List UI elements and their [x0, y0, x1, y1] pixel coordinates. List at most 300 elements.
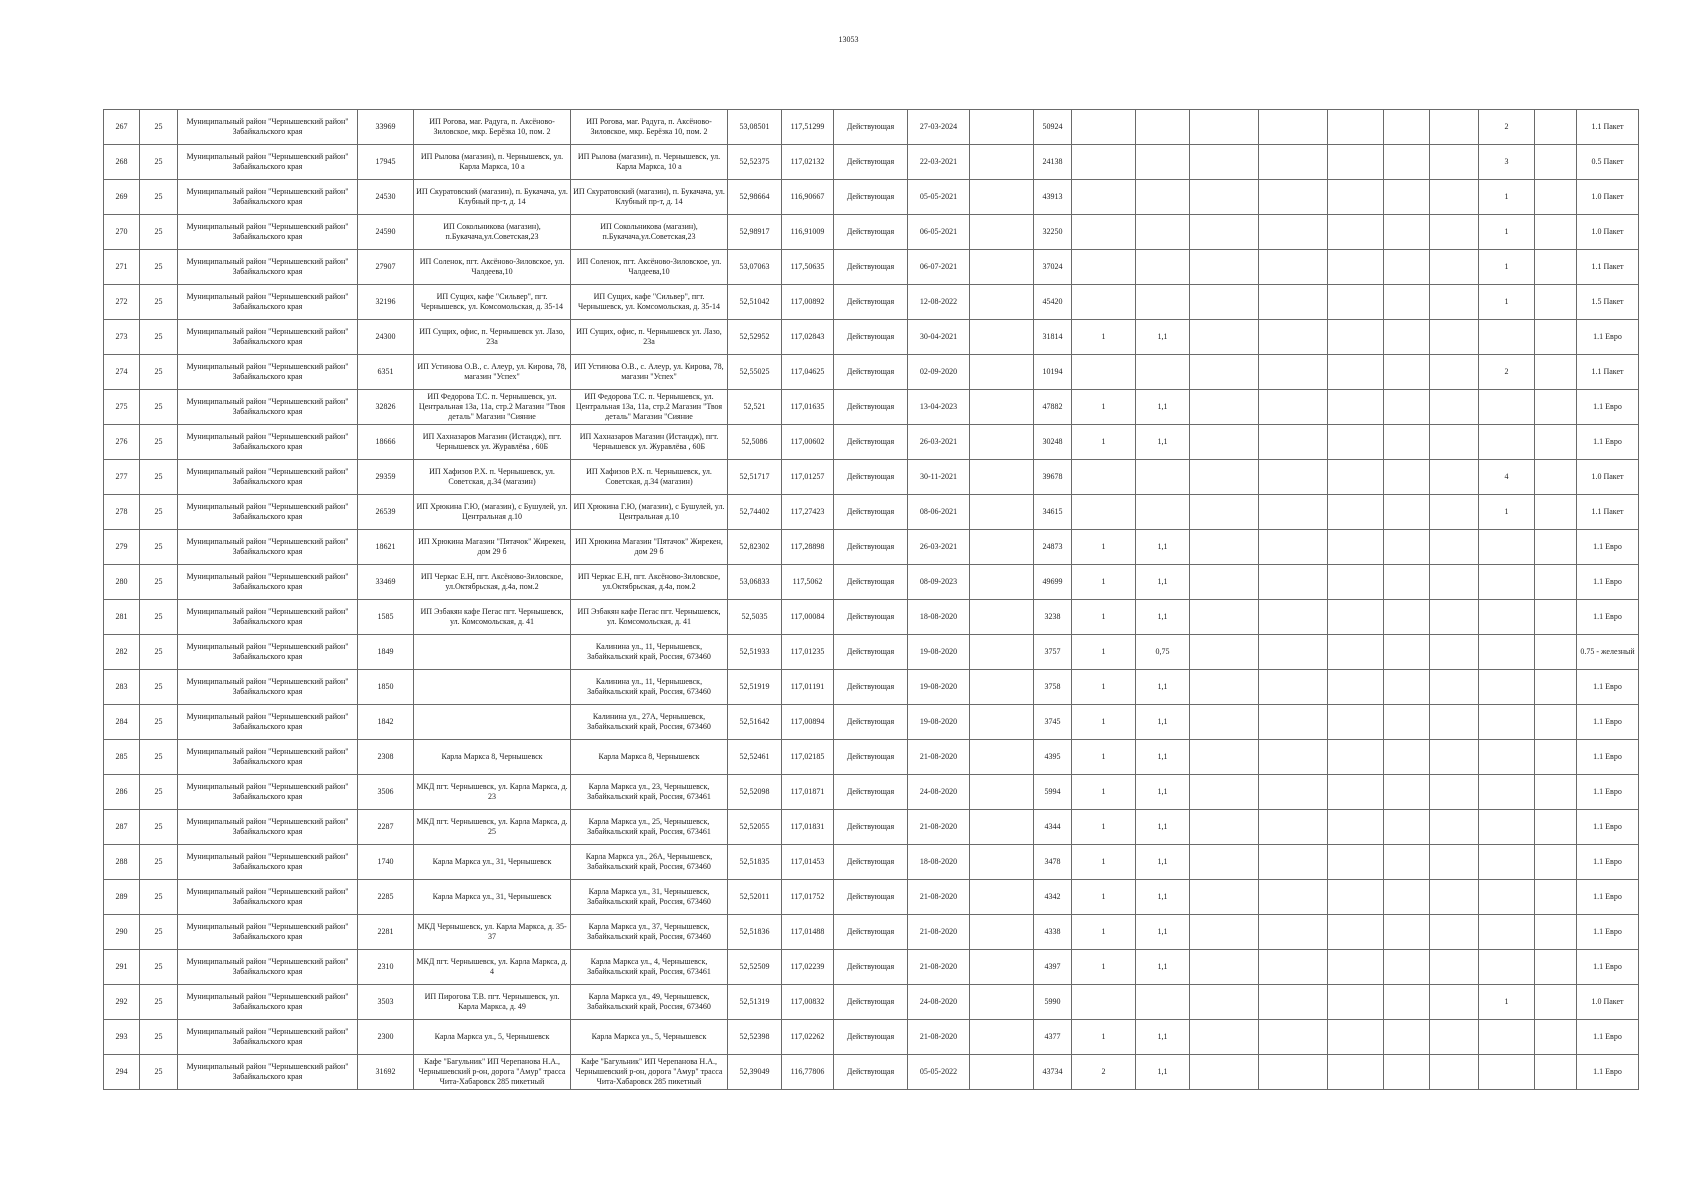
table-cell: [1072, 1055, 1136, 1090]
table-cell: [1034, 670, 1072, 705]
cell-text: 1,1: [1157, 542, 1168, 551]
cell-text: 25: [154, 1032, 163, 1041]
table-cell: [1479, 775, 1535, 810]
cell-text: 280: [115, 577, 128, 586]
table-cell: [1072, 110, 1136, 145]
cell-text: 52,51835: [739, 857, 770, 866]
cell-text: 1: [1504, 227, 1509, 236]
table-cell: [728, 600, 782, 635]
table-cell: [358, 495, 414, 530]
cell-text: Кафе "Багульник" ИП Черепанова Н.А., Чернышевский р-он, дорога "Амур" трасса Чита-Хабаровск 285 пикетный: [575, 1057, 723, 1086]
table-cell: [782, 985, 834, 1020]
table-cell: [358, 460, 414, 495]
cell-text: 2285: [377, 892, 394, 901]
cell-text: 47882: [1042, 402, 1063, 411]
table-cell: [1190, 355, 1259, 390]
table-cell: [1259, 460, 1328, 495]
table-cell: [571, 880, 728, 915]
cell-text: 25: [154, 822, 163, 831]
table-cell: [728, 880, 782, 915]
table-cell: [1535, 180, 1577, 215]
table-cell: [571, 1055, 728, 1090]
cell-text: 52,98664: [739, 192, 770, 201]
table-cell: [908, 635, 970, 670]
cell-text: 1.1 Евро: [1593, 927, 1622, 936]
table-cell: [1072, 810, 1136, 845]
table-cell: [358, 285, 414, 320]
table-cell: [908, 110, 970, 145]
table-cell: [414, 775, 571, 810]
table-cell: [1190, 565, 1259, 600]
table-cell: [414, 285, 571, 320]
table-cell: [1259, 110, 1328, 145]
cell-text: 05-05-2021: [919, 192, 958, 201]
table-cell: [1034, 215, 1072, 250]
cell-text: Карла Маркса ул., 4, Чернышевск, Забайкальский край, Россия, 673461: [587, 957, 711, 976]
cell-text: 1,1: [1157, 1032, 1168, 1041]
table-cell: [358, 705, 414, 740]
cell-text: 1,1: [1157, 822, 1168, 831]
table-cell: [104, 390, 140, 425]
table-row: [104, 250, 1639, 285]
cell-text: 52,39049: [739, 1067, 770, 1076]
table-cell: [970, 110, 1034, 145]
table-cell: [782, 215, 834, 250]
table-cell: [1072, 740, 1136, 775]
table-cell: [358, 1020, 414, 1055]
cell-text: 117,51299: [790, 122, 825, 131]
table-cell: [728, 775, 782, 810]
table-cell: [1328, 670, 1384, 705]
table-cell: [1259, 145, 1328, 180]
cell-text: 4377: [1044, 1032, 1061, 1041]
table-cell: [1190, 285, 1259, 320]
table-cell: [1072, 565, 1136, 600]
table-cell: [140, 320, 178, 355]
cell-text: 24-08-2020: [919, 997, 958, 1006]
table-cell: [1430, 915, 1479, 950]
table-cell: [908, 145, 970, 180]
cell-text: 52,52952: [739, 332, 770, 341]
cell-text: 277: [115, 472, 128, 481]
cell-text: Действующая: [846, 822, 895, 831]
table-cell: [728, 285, 782, 320]
cell-text: ИП Скуратовский (магазин), п. Букачача, ул. Клубный пр-т, д. 14: [416, 187, 568, 206]
cell-text: 21-08-2020: [919, 822, 958, 831]
cell-text: 117,01453: [790, 857, 825, 866]
table-cell: [1577, 880, 1639, 915]
table-cell: [178, 250, 358, 285]
table-cell: [1479, 985, 1535, 1020]
cell-text: Действующая: [846, 997, 895, 1006]
table-cell: [782, 705, 834, 740]
table-cell: [1034, 705, 1072, 740]
cell-text: Муниципальный район "Чернышевский район" Забайкальского края: [186, 117, 349, 136]
cell-text: 1,1: [1157, 717, 1168, 726]
table-cell: [834, 845, 908, 880]
cell-text: 1: [1101, 647, 1106, 656]
table-cell: [1384, 390, 1430, 425]
cell-text: 33969: [375, 122, 396, 131]
table-cell: [970, 635, 1034, 670]
table-cell: [970, 390, 1034, 425]
table-cell: [970, 775, 1034, 810]
cell-text: 1740: [377, 857, 394, 866]
cell-text: ИП Хрюкина Магазин "Пятачок" Жирекен, дом 29 б: [418, 537, 566, 556]
cell-text: 25: [154, 892, 163, 901]
table-cell: [970, 880, 1034, 915]
table-cell: [1190, 1020, 1259, 1055]
table-cell: [104, 740, 140, 775]
table-cell: [1136, 250, 1190, 285]
table-cell: [1430, 215, 1479, 250]
table-cell: [908, 565, 970, 600]
table-cell: [1034, 1020, 1072, 1055]
table-cell: [1577, 985, 1639, 1020]
table-cell: [178, 705, 358, 740]
cell-text: 282: [115, 647, 128, 656]
cell-text: Действующая: [846, 542, 895, 551]
table-cell: [1577, 250, 1639, 285]
cell-text: 24530: [375, 192, 396, 201]
cell-text: 117,02262: [790, 1032, 825, 1041]
table-cell: [178, 915, 358, 950]
table-cell: [1136, 775, 1190, 810]
cell-text: ИП Сущих, кафе "Сильвер", пгт. Чернышевск, ул. Комсомольская, д. 35-14: [577, 292, 721, 311]
table-cell: [1384, 285, 1430, 320]
table-cell: [970, 145, 1034, 180]
table-cell: [1072, 950, 1136, 985]
table-cell: [414, 320, 571, 355]
cell-text: 2300: [377, 1032, 394, 1041]
table-cell: [1259, 355, 1328, 390]
table-row: [104, 390, 1639, 425]
table-cell: [140, 110, 178, 145]
cell-text: 1: [1101, 1032, 1106, 1041]
cell-text: 26539: [375, 507, 396, 516]
cell-text: 49699: [1042, 577, 1063, 586]
cell-text: 274: [115, 367, 128, 376]
table-cell: [571, 180, 728, 215]
cell-text: 25: [154, 122, 163, 131]
table-cell: [104, 915, 140, 950]
table-cell: [728, 915, 782, 950]
table-cell: [1535, 950, 1577, 985]
table-cell: [178, 285, 358, 320]
cell-text: 117,50635: [790, 262, 825, 271]
table-cell: [571, 495, 728, 530]
cell-text: 27907: [375, 262, 396, 271]
cell-text: 34615: [1042, 507, 1063, 516]
table-cell: [571, 705, 728, 740]
table-cell: [1384, 110, 1430, 145]
table-cell: [1190, 845, 1259, 880]
table-cell: [104, 635, 140, 670]
cell-text: ИП Федорова Т.С. п. Чернышевск, ул. Центральная 13а, 11а, стр.2 Магазин "Твоя деталь" Магазин "Сияние: [575, 392, 723, 421]
cell-text: 1,1: [1157, 612, 1168, 621]
cell-text: ИП Хафизов Р.Х. п. Чернышевск, ул. Советская, д.34 (магазин): [586, 467, 712, 486]
cell-text: Муниципальный район "Чернышевский район" Забайкальского края: [186, 817, 349, 836]
cell-text: 276: [115, 437, 128, 446]
table-cell: [1190, 915, 1259, 950]
table-cell: [728, 495, 782, 530]
table-cell: [782, 880, 834, 915]
cell-text: 52,74402: [739, 507, 770, 516]
table-cell: [1535, 145, 1577, 180]
table-cell: [1072, 285, 1136, 320]
cell-text: Кафе "Багульник" ИП Черепанова Н.А., Чернышевский р-он, дорога "Амур" трасса Чита-Хабаровск 285 пикетный: [418, 1057, 566, 1086]
cell-text: 21-08-2020: [919, 962, 958, 971]
table-cell: [140, 775, 178, 810]
table-cell: [1479, 145, 1535, 180]
cell-text: 3238: [1044, 612, 1061, 621]
table-cell: [1535, 775, 1577, 810]
table-cell: [1535, 635, 1577, 670]
table-cell: [834, 705, 908, 740]
table-cell: [1072, 635, 1136, 670]
table-row: [104, 1020, 1639, 1055]
cell-text: 25: [154, 262, 163, 271]
table-cell: [140, 950, 178, 985]
cell-text: 25: [154, 647, 163, 656]
cell-text: 1,1: [1157, 437, 1168, 446]
table-cell: [1136, 740, 1190, 775]
cell-text: Калинина ул., 27А, Чернышевск, Забайкальский край, Россия, 673460: [587, 712, 711, 731]
cell-text: ИП Черкас Е.Н, пгт. Аксёново-Зиловское, ул.Октябрьская, д.4а, пом.2: [577, 572, 721, 591]
cell-text: 52,52011: [739, 892, 770, 901]
cell-text: 117,02239: [790, 962, 825, 971]
cell-text: 1.1 Евро: [1593, 437, 1622, 446]
cell-text: 25: [154, 717, 163, 726]
table-cell: [1328, 740, 1384, 775]
table-cell: [1535, 110, 1577, 145]
cell-text: Муниципальный район "Чернышевский район" Забайкальского края: [186, 992, 349, 1011]
table-cell: [834, 1055, 908, 1090]
cell-text: Действующая: [846, 262, 895, 271]
table-cell: [834, 250, 908, 285]
cell-text: ИП Пирогова Т.В. пгт. Чернышевск, ул. Карла Маркса, д. 49: [424, 992, 560, 1011]
cell-text: 117,01191: [790, 682, 825, 691]
cell-text: 52,521: [743, 402, 766, 411]
table-cell: [1136, 950, 1190, 985]
cell-text: Действующая: [846, 927, 895, 936]
cell-text: 25: [154, 927, 163, 936]
table-cell: [834, 985, 908, 1020]
table-cell: [834, 915, 908, 950]
cell-text: Действующая: [846, 297, 895, 306]
table-cell: [1577, 775, 1639, 810]
table-cell: [970, 1055, 1034, 1090]
cell-text: Карла Маркса 8, Чернышевск: [441, 752, 543, 761]
cell-text: 52,51042: [739, 297, 770, 306]
table-cell: [178, 1055, 358, 1090]
cell-text: 0,75: [1155, 647, 1170, 656]
table-cell: [1384, 1020, 1430, 1055]
cell-text: 1585: [377, 612, 394, 621]
table-cell: [104, 670, 140, 705]
cell-text: Карла Маркса ул., 25, Чернышевск, Забайкальский край, Россия, 673461: [587, 817, 711, 836]
table-cell: [1577, 355, 1639, 390]
table-cell: [908, 1055, 970, 1090]
table-cell: [908, 320, 970, 355]
table-cell: [358, 1055, 414, 1090]
table-cell: [1535, 915, 1577, 950]
cell-text: 270: [115, 227, 128, 236]
table-cell: [1190, 1055, 1259, 1090]
table-cell: [1136, 985, 1190, 1020]
table-cell: [782, 1020, 834, 1055]
cell-text: Муниципальный район "Чернышевский район" Забайкальского края: [186, 222, 349, 241]
table-cell: [1479, 1055, 1535, 1090]
table-cell: [1190, 390, 1259, 425]
table-cell: [834, 810, 908, 845]
cell-text: 25: [154, 192, 163, 201]
cell-text: 278: [115, 507, 128, 516]
cell-text: 1.1 Евро: [1593, 752, 1622, 761]
table-cell: [1384, 705, 1430, 740]
table-cell: [782, 775, 834, 810]
cell-text: 1.1 Евро: [1593, 332, 1622, 341]
cell-text: 52,51319: [739, 997, 770, 1006]
table-cell: [908, 880, 970, 915]
cell-text: 1.1 Евро: [1593, 577, 1622, 586]
table-cell: [1259, 670, 1328, 705]
table-cell: [1577, 530, 1639, 565]
cell-text: 18621: [375, 542, 396, 551]
table-cell: [1430, 495, 1479, 530]
cell-text: 24300: [375, 332, 396, 341]
cell-text: 117,01635: [790, 402, 825, 411]
cell-text: 08-09-2023: [919, 577, 958, 586]
table-cell: [1384, 740, 1430, 775]
table-cell: [1259, 775, 1328, 810]
table-cell: [1535, 985, 1577, 1020]
table-cell: [571, 460, 728, 495]
cell-text: 4344: [1044, 822, 1061, 831]
cell-text: 3745: [1044, 717, 1061, 726]
cell-text: 1.1 Евро: [1593, 787, 1622, 796]
cell-text: 1,1: [1157, 402, 1168, 411]
cell-text: 32250: [1042, 227, 1063, 236]
table-cell: [1479, 740, 1535, 775]
table-cell: [1430, 985, 1479, 1020]
table-cell: [1479, 355, 1535, 390]
table-cell: [358, 810, 414, 845]
table-row: [104, 600, 1639, 635]
table-cell: [1535, 1020, 1577, 1055]
table-cell: [1259, 1055, 1328, 1090]
cell-text: Муниципальный район "Чернышевский район" Забайкальского края: [186, 292, 349, 311]
cell-text: 1.0 Пакет: [1591, 997, 1624, 1006]
table-cell: [1479, 425, 1535, 460]
cell-text: 52,52375: [739, 157, 770, 166]
table-cell: [1136, 565, 1190, 600]
table-cell: [1034, 775, 1072, 810]
table-cell: [104, 180, 140, 215]
table-cell: [358, 110, 414, 145]
table-cell: [1535, 425, 1577, 460]
cell-text: ИП Сокольникова (магазин), п.Букачача,ул.Советская,23: [600, 222, 698, 241]
cell-text: 1.1 Евро: [1593, 822, 1622, 831]
table-cell: [728, 565, 782, 600]
cell-text: МКД пгт. Чернышевск, ул. Карла Маркса, д. 25: [416, 817, 568, 836]
table-cell: [1034, 915, 1072, 950]
table-cell: [1535, 390, 1577, 425]
table-cell: [834, 180, 908, 215]
table-cell: [834, 145, 908, 180]
cell-text: 293: [115, 1032, 128, 1041]
table-cell: [834, 775, 908, 810]
table-cell: [1577, 810, 1639, 845]
table-cell: [1259, 705, 1328, 740]
table-cell: [782, 810, 834, 845]
table-cell: [1259, 425, 1328, 460]
table-cell: [782, 320, 834, 355]
cell-text: Действующая: [846, 682, 895, 691]
cell-text: 1,1: [1157, 682, 1168, 691]
cell-text: 52,5035: [741, 612, 768, 621]
table-cell: [1479, 705, 1535, 740]
table-cell: [1136, 880, 1190, 915]
table-cell: [358, 740, 414, 775]
table-cell: [908, 600, 970, 635]
table-cell: [834, 635, 908, 670]
table-cell: [1190, 600, 1259, 635]
cell-text: 10194: [1042, 367, 1063, 376]
cell-text: 1,1: [1157, 962, 1168, 971]
cell-text: 4395: [1044, 752, 1061, 761]
table-cell: [1034, 635, 1072, 670]
table-cell: [1577, 950, 1639, 985]
table-cell: [104, 250, 140, 285]
cell-text: Муниципальный район "Чернышевский район" Забайкальского края: [186, 537, 349, 556]
table-cell: [1072, 320, 1136, 355]
table-cell: [970, 845, 1034, 880]
table-cell: [1136, 1020, 1190, 1055]
cell-text: 6351: [377, 367, 394, 376]
table-cell: [414, 635, 571, 670]
cell-text: Карла Маркса ул., 31, Чернышевск, Забайкальский край, Россия, 673460: [587, 887, 711, 906]
cell-text: Муниципальный район "Чернышевский район" Забайкальского края: [186, 362, 349, 381]
table-cell: [104, 110, 140, 145]
table-cell: [414, 845, 571, 880]
table-cell: [1430, 880, 1479, 915]
table-cell: [1190, 635, 1259, 670]
cell-text: ИП Хафизов Р.Х. п. Чернышевск, ул. Советская, д.34 (магазин): [429, 467, 555, 486]
table-cell: [728, 320, 782, 355]
table-cell: [104, 950, 140, 985]
cell-text: 25: [154, 962, 163, 971]
cell-text: 287: [115, 822, 128, 831]
table-cell: [358, 880, 414, 915]
table-row: [104, 285, 1639, 320]
table-cell: [1034, 985, 1072, 1020]
table-cell: [834, 355, 908, 390]
table-cell: [1328, 600, 1384, 635]
cell-text: 25: [154, 612, 163, 621]
cell-text: ИП Хахназаров Магазин (Истандж), пгт. Чернышевск ул. Журавлёва , 60Б: [579, 432, 719, 451]
cell-text: 1: [1101, 857, 1106, 866]
cell-text: 0.5 Пакет: [1591, 157, 1624, 166]
table-cell: [414, 530, 571, 565]
page-number: 13053: [838, 35, 859, 44]
table-cell: [1577, 495, 1639, 530]
table-cell: [178, 635, 358, 670]
table-cell: [1535, 285, 1577, 320]
table-cell: [358, 670, 414, 705]
table-cell: [140, 635, 178, 670]
table-cell: [358, 530, 414, 565]
